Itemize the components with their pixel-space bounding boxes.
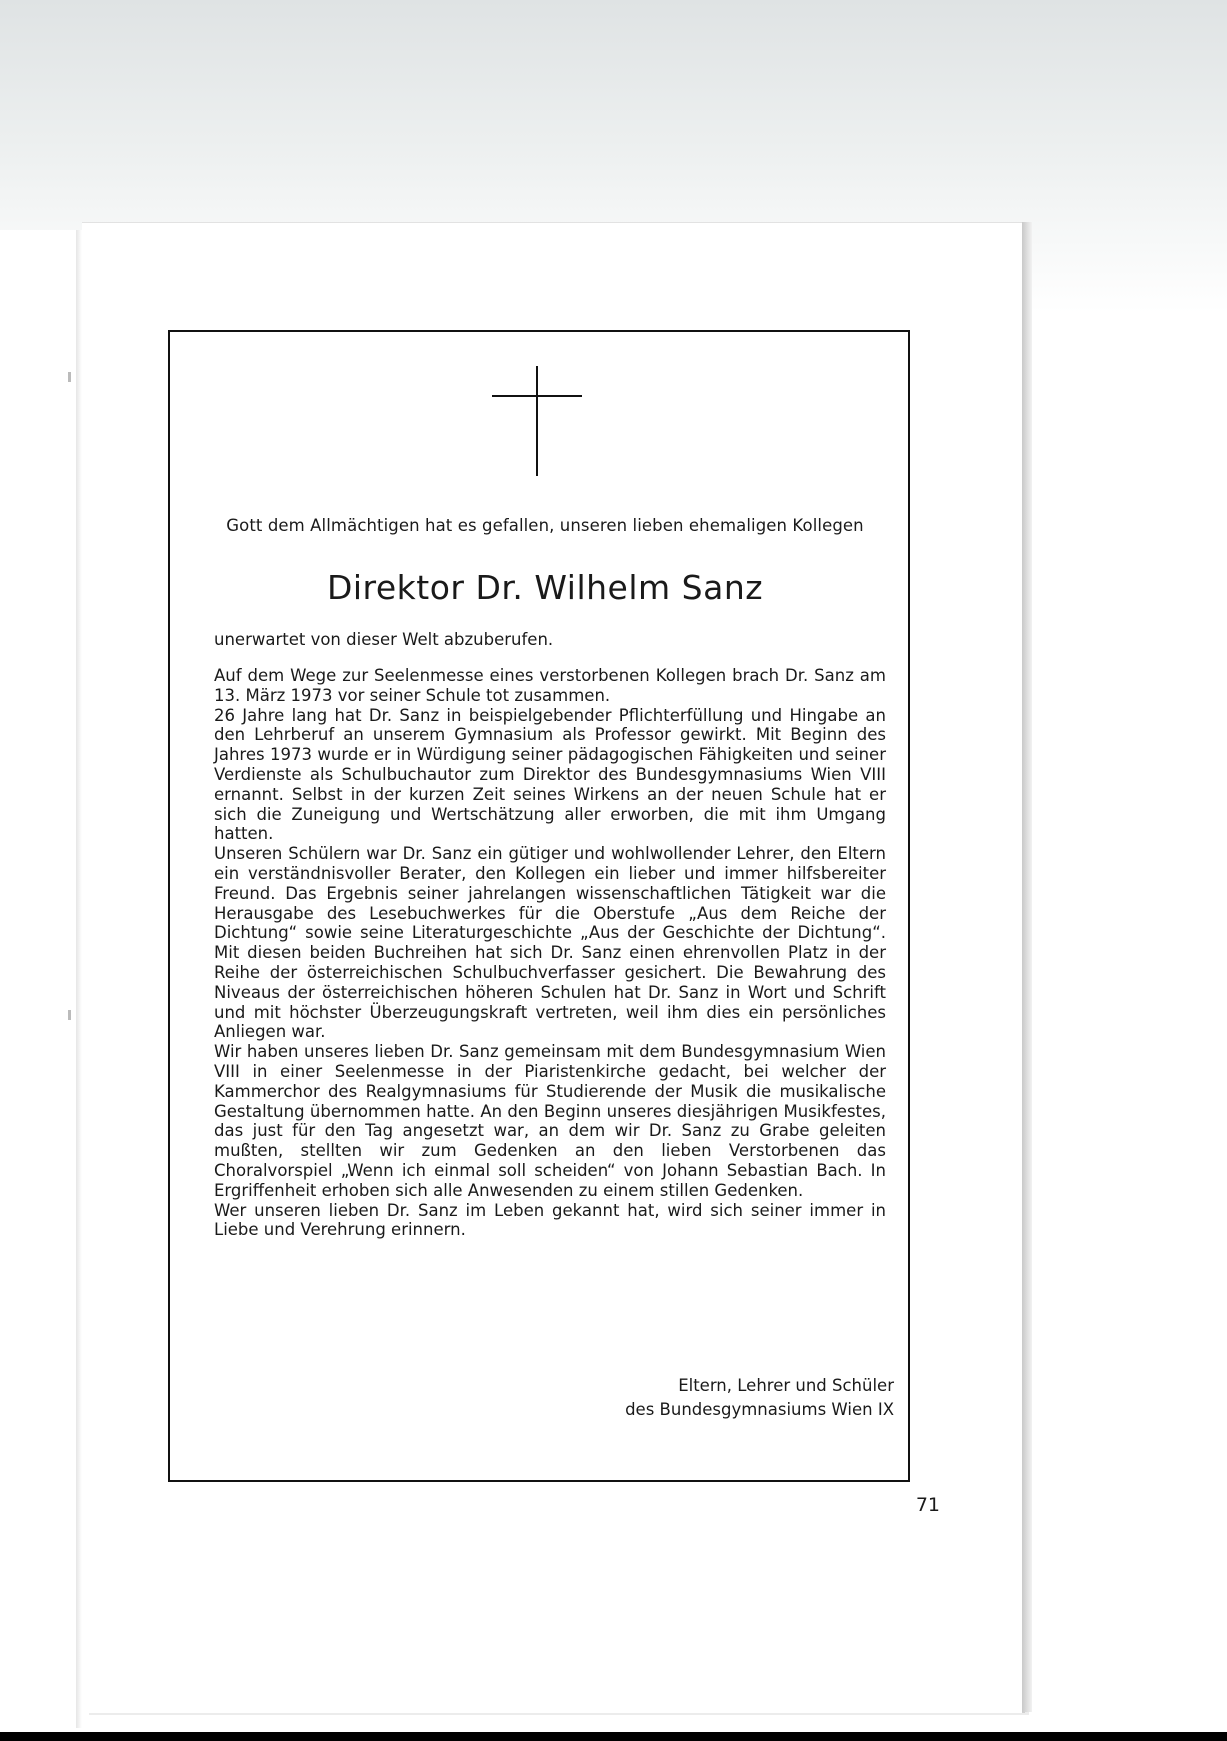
paragraph: 26 Jahre lang hat Dr. Sanz in beispielgebender Pflichterfüllung und Hingabe an den Lehrberuf an unserem Gymnasium als Professor gewirkt. Mit Beginn des Jahres 1973 wurde er in Würdigung seiner pädagogischen Fähigkeiten und seiner Verdienste als Schulbuchautor zum Direktor des Bundesgymnasiums Wien VIII ernannt. Selbst in der kurzen Zeit seines Wirkens an der neuen Schule hat er sich die Zuneigung und Wertschätzung aller erworben, die mit ihm Umgang hatten. [214, 705, 886, 844]
scan-border [0, 1732, 1227, 1741]
margin-mark [68, 372, 71, 382]
paragraph: Auf dem Wege zur Seelenmesse eines verstorbenen Kollegen brach Dr. Sanz am 13. März 1973 vor seiner Schule tot zusammen. [214, 666, 886, 705]
paragraph: Wer unseren lieben Dr. Sanz im Leben gekannt hat, wird sich seiner immer in Liebe und Verehrung erinnern. [214, 1200, 886, 1240]
margin-mark [68, 1010, 71, 1020]
paragraph: Wir haben unseres lieben Dr. Sanz gemeinsam mit dem Bundesgymnasium Wien VIII in einer Seelenmesse in der Piaristenkirche gedacht, bei welcher der Kammerchor des Realgymnasiums für Studierende der Musik die musikalische Gestaltung übernommen hatte. An den Beginn unseres diesjährigen Musikfestes, das just für den Tag angesetzt war, an dem wir Dr. Sanz zu Grabe geleiten mußten, stellten wir zum Gedenken an den lieben Verstorbenen das Choralvorspiel „Wenn ich einmal soll scheiden“ von Johann Sebastian Bach. In Ergriffenheit erhoben sich alle Anwesenden zu einem stillen Gedenken. [214, 1042, 886, 1200]
intro-line: Gott dem Allmächtigen hat es gefallen, unseren lieben ehemaligen Kollegen [226, 516, 864, 535]
page-edge [1022, 222, 1032, 1712]
obituary-body [214, 666, 886, 1240]
deceased-name: Direktor Dr. Wilhelm Sanz [326, 568, 764, 607]
page-number: 71 [915, 1494, 940, 1516]
called-line: unerwartet von dieser Welt abzuberufen. [214, 630, 554, 649]
signature-line: des Bundesgymnasiums Wien IX [625, 1400, 894, 1419]
left-page [0, 230, 79, 1728]
signature-line: Eltern, Lehrer und Schüler [678, 1376, 894, 1395]
signature [560, 1374, 894, 1422]
cross-icon [492, 366, 582, 476]
paragraph: Unseren Schülern war Dr. Sanz ein gütiger und wohlwollender Lehrer, den Eltern ein verständnisvoller Berater, den Kollegen ein lieber und immer hilfsbereiter Freund. Das Ergebnis seiner jahrelangen wissenschaftlichen Tätigkeit war die Herausgabe des Lesebuchwerkes für die Oberstufe „Aus dem Reiche der Dichtung“ sowie seine Literaturgeschichte „Aus der Geschichte der Dichtung“. Mit diesen beiden Buchreihen hat sich Dr. Sanz einen ehrenvollen Platz in der Reihe der österreichischen Schulbuchverfasser gesichert. Die Bewahrung des Niveaus der österreichischen höheren Schulen hat Dr. Sanz in Wort und Schrift und mit höchster Überzeugungskraft vertreten, weil ihm dies ein persönliches Anliegen war. [214, 844, 886, 1042]
